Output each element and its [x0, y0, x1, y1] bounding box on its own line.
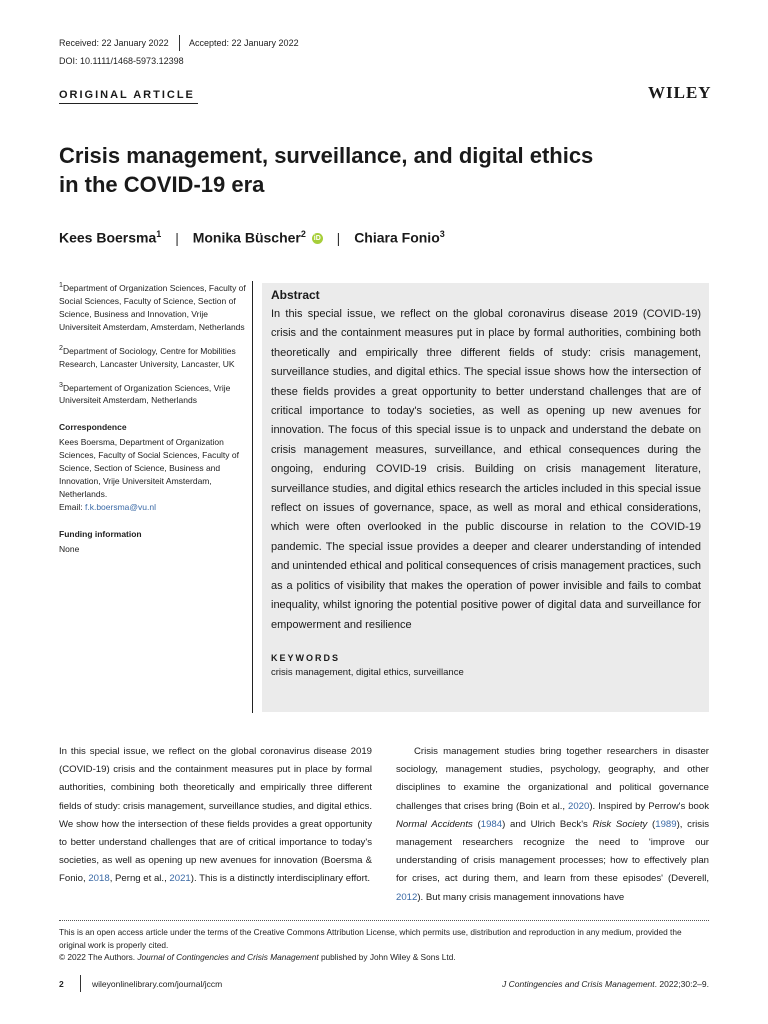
page-number: 2: [59, 979, 64, 989]
footer-divider: [80, 975, 81, 992]
keywords-heading: KEYWORDS: [271, 652, 341, 663]
author-name[interactable]: Chiara Fonio: [354, 229, 440, 246]
author-separator: |: [175, 229, 179, 246]
doi[interactable]: DOI: 10.1111/1468-5973.12398: [59, 56, 184, 66]
journal-url[interactable]: wileyonlinelibrary.com/journal/jccm: [92, 979, 223, 989]
abstract-left-rule: [252, 281, 253, 713]
body-paragraph: Crisis management studies bring together researchers in disaster sociology, management studies, psychology, geography, and other disciplines to examine the organizational and political governance challenges that crises bring (Boin et al., 2020). Inspired by Perrow's book Normal Accidents (1984) and Ulrich Beck's Risk Society (1989), crisis management researchers recognize the need to 'improve our understanding of crisis management processes; how to effectively plan for crises, act during them, and learn from these episodes' (Deverell, 2012). But many crisis management innovations have: [396, 746, 709, 903]
article-title: [59, 141, 619, 199]
author-affil-sup: 1: [156, 229, 162, 239]
license-footnote: [59, 926, 709, 964]
received-date: Received: 22 January 2022: [59, 38, 169, 48]
abstract-text: In this special issue, we reflect on the global coronavirus disease 2019 (COVID-19) crisis and the containment measures put in place by formal authorities, combining both theoretically and empirically three different fields of study: crisis management, surveillance studies, and digital ethics. The special issue shows how the intersection of these fields provides a great opportunity to better understand challenges that are of critical importance to today's societies, as well as opening up new avenues for innovation. The focus of this special issue is to unpack and understand the debate on crisis management measures, surveillance, and ethical consequences during the ongoing, enduring COVID-19 crisis. Building on crisis management literature, surveillance studies, and digital ethics research the articles included in this special issue reflect on issues of governance, space, as well as moral and ethical considerations, which were often overlooked in the public discourse in relation to the COVID-19 pandemic. The special issue provides a deeper and clearer understanding of intended and unintended ethical and political consequences of crisis management practices, such as a politics of visibility that makes the operation of power invisible and fails to combat inequality, whilst ignoring the potential positive power of digital data and surveillance for empowerment and resilience: [271, 308, 701, 631]
keywords-list: crisis management, digital ethics, surveillance: [271, 666, 464, 678]
author-list: [59, 229, 445, 246]
article-type-underline: [59, 103, 198, 104]
citation-link[interactable]: 2021: [169, 873, 191, 885]
author-name[interactable]: Kees Boersma: [59, 229, 157, 246]
footnote-divider: [59, 920, 709, 921]
article-type: ORIGINAL ARTICLE: [59, 89, 195, 101]
author-separator: |: [336, 229, 341, 246]
correspondence-heading: Correspondence: [59, 422, 127, 433]
citation-link[interactable]: 1984: [480, 818, 503, 830]
abstract-box: [262, 283, 709, 712]
journal-citation: J Contingencies and Crisis Management. 2022;30:2–9.: [502, 979, 709, 989]
funding-heading: Funding information: [59, 529, 142, 540]
accepted-date: Accepted: 22 January 2022: [189, 38, 299, 48]
affiliation-1: $^1$Department of Organization Sciences, Faculty of Social Sciences, Faculty of Science, Section of Science, Business and Innovation, Vrije Universiteit Amsterdam, Amsterdam, Netherlands: [59, 281, 246, 332]
header-divider: [179, 35, 180, 51]
author-name[interactable]: Monika Büscher: [192, 229, 301, 246]
body-column-left: [59, 743, 372, 889]
affiliation-2: $^2$Department of Sociology, Centre for Mobilities Research, Lancaster University, Lancaster, UK: [59, 343, 236, 369]
title-line-2: in the COVID-19 era: [59, 172, 265, 197]
citation-link[interactable]: 2018: [88, 873, 110, 885]
publisher-logo: WILEY: [648, 83, 712, 102]
author-affil-sup: 3: [439, 229, 445, 239]
author-affil-sup: 2: [300, 229, 306, 239]
citation-link[interactable]: 2012: [396, 891, 418, 903]
citation-link[interactable]: 1989: [655, 818, 677, 830]
affiliations-panel: [59, 279, 247, 556]
citation-link[interactable]: 2020: [567, 800, 590, 812]
email-line: Email: f.k.boersma@vu.nl: [59, 502, 156, 513]
orcid-icon[interactable]: iD: [313, 235, 321, 243]
email-link[interactable]: f.k.boersma@vu.nl: [84, 502, 156, 513]
body-paragraph: In this special issue, we reflect on the global coronavirus disease 2019 (COVID-19) crisis and the containment measures put in place by formal authorities, combining both theoretically and empirically three different fields of study: crisis management, surveillance studies, and digital ethics. We show how the intersection of these fields provides a great opportunity to better understand challenges that are of critical importance to today's societies, as well as opening up new avenues for innovation (Boersma & Fonio, 2018, Perng et al., 2021). This is a distinctly interdisciplinary effort.: [59, 746, 373, 885]
license-text: This is an open access article under the terms of the Creative Commons Attribution License, which permits use, distribution and reproduction in any medium, provided the original work is properly cited.: [59, 927, 682, 950]
affiliation-3: $^3$Departement of Organization Sciences, Vrije Universiteit Amsterdam, Netherlands: [59, 380, 231, 406]
correspondence-text: Kees Boersma, Department of Organization Sciences, Faculty of Social Sciences, Faculty of Science, Section of Science, Business and Innovation, Vrije Universiteit Amsterdam, Netherlands.: [59, 437, 239, 500]
title-line-1: Crisis management, surveillance, and digital ethics: [59, 143, 594, 168]
abstract-heading: Abstract: [271, 288, 320, 302]
body-column-right: [396, 743, 709, 907]
funding-text: None: [59, 544, 80, 555]
copyright-line: © 2022 The Authors. Journal of Contingencies and Crisis Management published by John Wiley & Sons Ltd.: [59, 952, 456, 962]
